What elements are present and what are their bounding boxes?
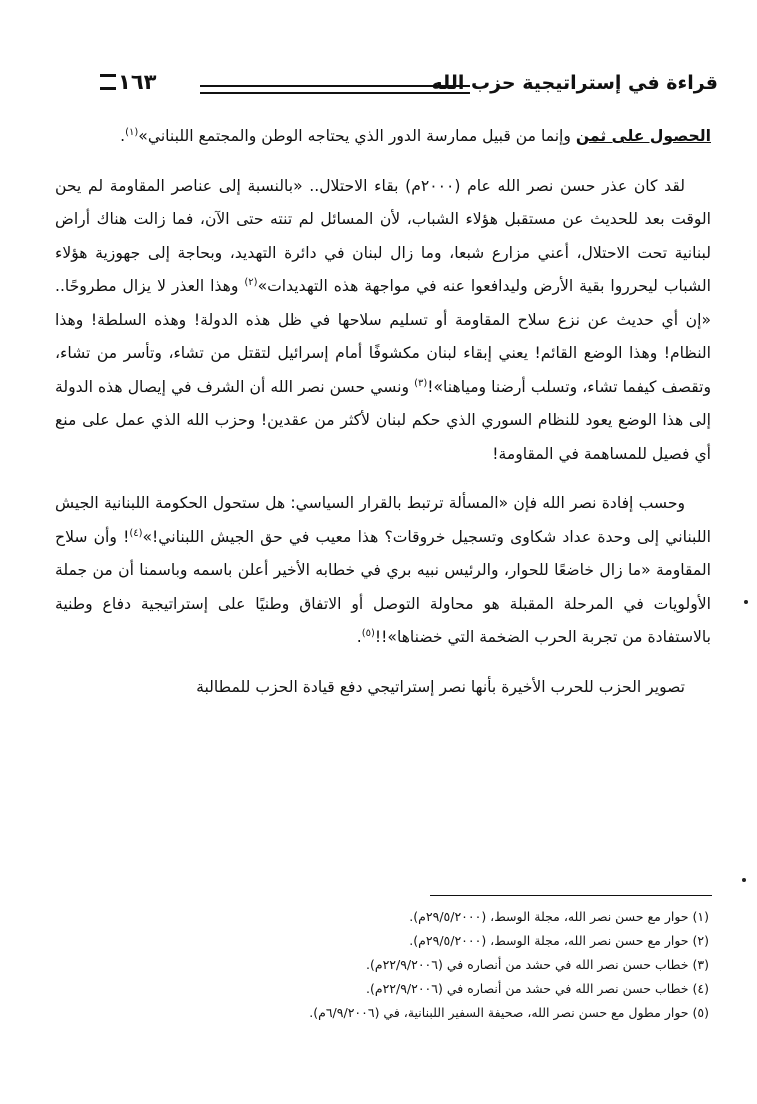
text-segment: . [120, 127, 126, 145]
text-segment: تصوير الحزب للحرب الأخيرة بأنها نصر إستراتيجي دفع قيادة الحزب للمطالبة [196, 677, 685, 696]
footnote: (١) حوار مع حسن نصر الله، مجلة الوسط، (٢٩/٥/٢٠٠٠م). [409, 909, 709, 924]
footnote-divider [430, 895, 712, 896]
footnote: (٥) حوار مطول مع حسن نصر الله، صحيفة السفير اللبنانية، في (٦/٩/٢٠٠٦م). [309, 1005, 709, 1020]
footnotes [89, 905, 709, 1025]
scan-speck [742, 878, 746, 882]
text-segment: . [356, 628, 362, 646]
page-header [50, 64, 718, 104]
text-segment: وإنما من قبيل ممارسة الدور الذي يحتاجه الوطن والمجتمع اللبناني» [138, 127, 576, 145]
scan-speck [744, 600, 748, 604]
paragraph [55, 170, 711, 472]
footnote: (٣) خطاب حسن نصر الله في حشد من أنصاره في (٢٢/٩/٢٠٠٦م). [365, 957, 709, 972]
text-segment: وهذا العذر لا يزال مطروحًا.. «إن أي حديث عن نزع سلاح المقاومة أو تسليم سلاحها في ظل هذه الدولة! وهذه السلطة! وهذا النظام! وهذا الوضع القائم! يعني إبقاء لبنان مكشوفًا أمام إسرائيل لتقتل من تشاء، وتأسر من تشاء، وتقصف كيفما تشاء، وتسلب أرضنا ومياهنا»! [55, 277, 711, 396]
text-segment: ! وأن سلاح المقاومة «ما زال خاضعًا للحوار، والرئيس نبيه بري في خطابه الأخير أعلن باسمه وباسمنا أن من جملة الأولويات في المرحلة المقبلة هو محاولة التوصل أو الاتفاق وطنيًا على إستراتيجية دفاع وطنية بالاستفادة من تجربة الحرب الضخمة التي خضناها»!! [55, 527, 711, 646]
page-number: ١٦٣ [118, 70, 157, 94]
text-segment: الحصول على ثمن [575, 127, 711, 145]
text-segment: ونسي حسن نصر الله أن الشرف في إيصال هذه الدولة إلى هذا الوضع يعود للنظام السوري الذي حكم لبنان لأكثر من عقدين! وحزب الله الذي عمل على منع أي فصيل للمساهمة في المقاومة! [55, 377, 711, 463]
running-title: قراءة في إستراتيجية حزب الله [431, 72, 718, 94]
page-number-mark [100, 74, 116, 90]
text-segment: وحسب إفادة نصر الله فإن «المسألة ترتبط بالقرار السياسي: هل ستحول الحكومة اللبنانية الجيش اللبناني إلى وحدة عداد شكاوى وتسجيل خروقات؟ هذا معيب في حق الجيش اللبناني!» [55, 494, 711, 546]
footnote: (٢) حوار مع حسن نصر الله، مجلة الوسط، (٢٩/٥/٢٠٠٠م). [409, 933, 709, 948]
text-segment: لقد كان عذر حسن نصر الله عام (٢٠٠٠م) بقاء الاحتلال.. «بالنسبة إلى عناصر المقاومة لم يحن الوقت بعد للحديث عن مستقبل هؤلاء الشباب، لأن المسائل لم تنته حتى الآن، فما زالت هناك أراض لبنانية تحت الاحتلال، أعني مزارع شبعا، وما زال لبنان في دائرة التهديد، وبحاجة إلى جهوزية هؤلاء الشباب ليحرروا بقية الأرض وليدافعوا عنه في مواجهة هذه التهديدات» [55, 176, 711, 295]
footnote-reference: (١) [125, 126, 139, 138]
footnote-reference: (٣) [414, 377, 428, 389]
header-rule [200, 85, 470, 94]
footnote-reference: (٢) [244, 276, 258, 288]
paragraph [55, 487, 711, 655]
paragraph [55, 120, 711, 154]
footnote: (٤) خطاب حسن نصر الله في حشد من أنصاره في (٢٢/٩/٢٠٠٦م). [365, 981, 709, 996]
paragraph [55, 671, 711, 705]
body-text [55, 120, 711, 704]
footnote-reference: (٥) [361, 627, 375, 639]
footnote-reference: (٤) [129, 527, 143, 539]
